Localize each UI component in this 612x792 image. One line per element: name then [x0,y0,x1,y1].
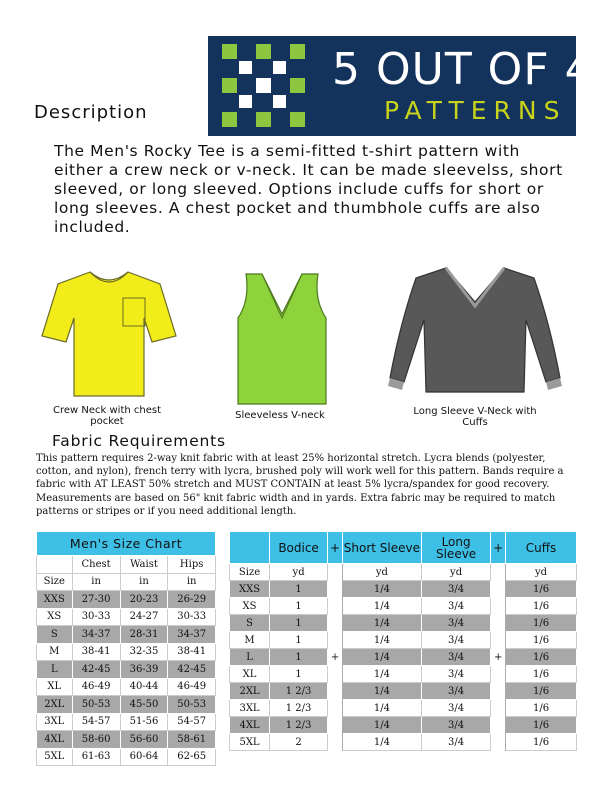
table-row: L 1 + 1/4 3/4 + 1/6 [230,649,577,666]
table-row: XXS 1 1/4 3/4 1/6 [230,581,577,598]
table-row: XS 1 1/4 3/4 1/6 [230,598,577,615]
brand-subtitle: PATTERNS [384,96,567,125]
logo-square [256,44,271,59]
table-row: M 1 1/4 3/4 1/6 [230,632,577,649]
logo-square [290,44,305,59]
green-sleeveless-vneck-icon [232,270,332,410]
table-row: 3XL 54-57 51-56 54-57 [37,713,216,731]
shirt-caption: Long Sleeve V-Neck with Cuffs [413,406,537,428]
logo-square [256,112,271,127]
logo-square [222,44,237,59]
table-row: 4XL 58-60 56-60 58-61 [37,731,216,749]
logo-square [256,78,271,93]
yardage-table [229,531,577,751]
size-chart-units-row: Size in in in [37,573,216,591]
table-row: L 42-45 36-39 42-45 [37,661,216,679]
table-row: 2XL 1 2/3 1/4 3/4 1/6 [230,683,577,700]
table-row: S 34-37 28-31 34-37 [37,626,216,644]
description-text: The Men's Rocky Tee is a semi-fitted t-shirt pattern with either a crew neck or v-neck. It can be made sleevelss, short sleeved, or long sleeved. Options include cuffs for short or long sleeves. A chest pocket and thumbhole cuffs are also included. [54,142,563,236]
fabric-heading: Fabric Requirements [52,432,226,450]
size-chart-header-row: Chest Waist Hips [37,556,216,574]
brand-logo [208,36,594,136]
table-row: M 38-41 32-35 38-41 [37,643,216,661]
logo-square [239,61,252,74]
table-row: XS 30-33 24-27 30-33 [37,608,216,626]
fabric-text: This pattern requires 2-way knit fabric with at least 25% horizontal stretch. Lycra blends (polyester, cotton, and nylon), french terry with lycra, brushed poly will work well for this pattern. Bands require a fabric with AT LEAST 50% stretch and MUST CONTAIN at least 5% lycra/spandex for good recovery. Measurements are based on 56" knit fabric width and in yards. Extra fabric may be required to match patterns or stripes or if you need additional length. [36,453,564,517]
shirt-caption: Crew Neck with chest pocket [53,405,161,427]
logo-square [290,112,305,127]
gray-long-sleeve-vneck-icon [384,264,566,404]
table-row: 2XL 50-53 45-50 50-53 [37,696,216,714]
logo-square [290,78,305,93]
logo-square [273,61,286,74]
table-row: XL 46-49 40-44 46-49 [37,678,216,696]
brand-name: 5 OUT OF 4 [332,44,594,95]
yellow-crew-neck-tee-icon [40,266,178,404]
yardage-units-row: Size yd yd yd yd [230,564,577,581]
table-row: 5XL 61-63 60-64 62-65 [37,748,216,766]
table-row: 5XL 2 1/4 3/4 1/6 [230,734,577,751]
logo-square [222,78,237,93]
size-chart-table [36,531,216,766]
table-row: XL 1 1/4 3/4 1/6 [230,666,577,683]
yardage-header-row: Bodice + Short Sleeve Long Sleeve + Cuffs [230,532,577,564]
shirt-caption: Sleeveless V-neck [235,410,325,421]
table-row: 3XL 1 2/3 1/4 3/4 1/6 [230,700,577,717]
logo-square [273,95,286,108]
size-chart-title: Men's Size Chart [37,532,216,556]
table-row: XXS 27-30 20-23 26-29 [37,591,216,609]
table-row: 4XL 1 2/3 1/4 3/4 1/6 [230,717,577,734]
table-row: S 1 1/4 3/4 1/6 [230,615,577,632]
logo-square [222,112,237,127]
description-heading: Description [34,102,148,123]
logo-square [239,95,252,108]
